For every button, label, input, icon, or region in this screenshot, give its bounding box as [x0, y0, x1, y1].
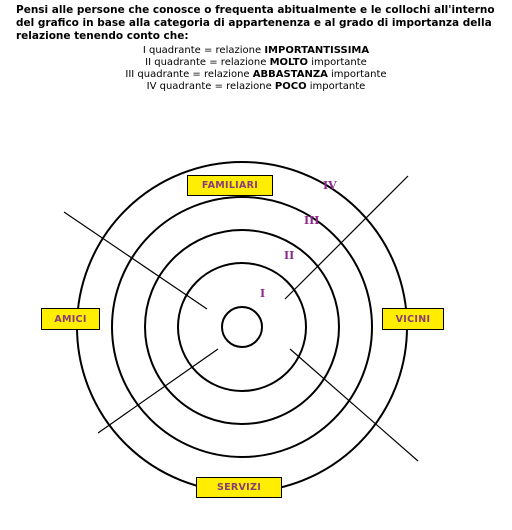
ring-ii	[145, 230, 339, 424]
legend-line-2: II quadrante = relazione MOLTO importante	[145, 57, 367, 68]
legend-line-3: III quadrante = relazione ABBASTANZA importante	[125, 69, 387, 80]
quadrant-label-iii: III	[304, 214, 320, 227]
quadrant-label-i: I	[260, 287, 266, 300]
divider-top-left	[64, 212, 207, 309]
legend-line-4: IV quadrante = relazione POCO importante	[146, 81, 366, 92]
category-servizi: SERVIZI	[196, 477, 282, 498]
ring-i	[178, 263, 306, 391]
category-familiari: FAMILIARI	[187, 175, 273, 196]
divider-top-right	[285, 176, 408, 299]
category-vicini: VICINI	[382, 308, 444, 330]
ring-iii	[112, 197, 372, 457]
category-amici: AMICI	[41, 308, 100, 330]
quadrant-label-ii: II	[284, 249, 295, 262]
ring-iv	[77, 162, 407, 492]
center-circle	[222, 307, 262, 347]
legend-line-1: I quadrante = relazione IMPORTANTISSIMA	[142, 45, 370, 56]
quadrant-label-iv: IV	[323, 179, 337, 192]
instructions-text: Pensi alle persone che conosce o frequenta abitualmente e le collochi all'interno del grafico in base alla categoria di appartenenza e al grado di importanza della relazione tenendo conto che:	[16, 4, 495, 42]
divider-bottom-right	[290, 349, 418, 461]
